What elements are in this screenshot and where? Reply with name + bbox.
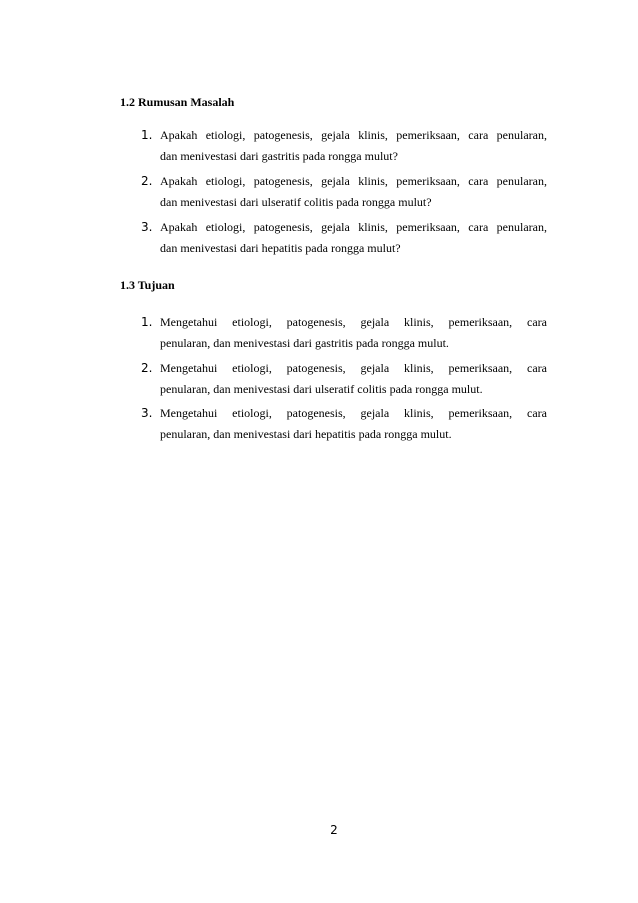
list-item-text-line2: dan menivestasi dari ulseratif colitis pada rongga mulut? — [160, 195, 432, 209]
list-item-text-line1: Mengetahui etiologi, patogenesis, gejala klinis, pemeriksaan, cara — [160, 406, 547, 420]
list-item — [0, 314, 638, 356]
list-item-text-line2: dan menivestasi dari gastritis pada rongga mulut? — [160, 149, 398, 163]
page-number: 2 — [330, 823, 338, 837]
list-item-number: 2. — [141, 174, 153, 188]
list-item — [0, 219, 638, 261]
list-item-number: 3. — [141, 406, 153, 420]
list-item-text-line1: Mengetahui etiologi, patogenesis, gejala klinis, pemeriksaan, cara — [160, 315, 547, 329]
list-item-text-line1: Apakah etiologi, patogenesis, gejala klinis, pemeriksaan, cara penularan, — [160, 174, 547, 188]
list-item-text-line1: Mengetahui etiologi, patogenesis, gejala klinis, pemeriksaan, cara — [160, 361, 547, 375]
list-item-text-line2: dan menivestasi dari hepatitis pada rongga mulut? — [160, 241, 401, 255]
list-item-text-line2: penularan, dan menivestasi dari gastritis pada rongga mulut. — [160, 336, 449, 350]
list-item — [0, 360, 638, 402]
list-item-text-line2: penularan, dan menivestasi dari hepatitis pada rongga mulut. — [160, 427, 452, 441]
list-item — [0, 405, 638, 447]
list-item — [0, 173, 638, 215]
list-item-number: 2. — [141, 361, 153, 375]
list-item-text-line1: Apakah etiologi, patogenesis, gejala klinis, pemeriksaan, cara penularan, — [160, 128, 547, 142]
list-item-number: 1. — [141, 128, 153, 142]
list-item-text-line1: Apakah etiologi, patogenesis, gejala klinis, pemeriksaan, cara penularan, — [160, 220, 547, 234]
section-heading-tujuan: 1.3 Tujuan — [120, 278, 175, 292]
list-item-number: 1. — [141, 315, 153, 329]
list-item-text-line2: penularan, dan menivestasi dari ulseratif colitis pada rongga mulut. — [160, 382, 483, 396]
list-item — [0, 127, 638, 169]
section-heading-rumusan-masalah: 1.2 Rumusan Masalah — [120, 95, 235, 109]
list-item-number: 3. — [141, 220, 153, 234]
